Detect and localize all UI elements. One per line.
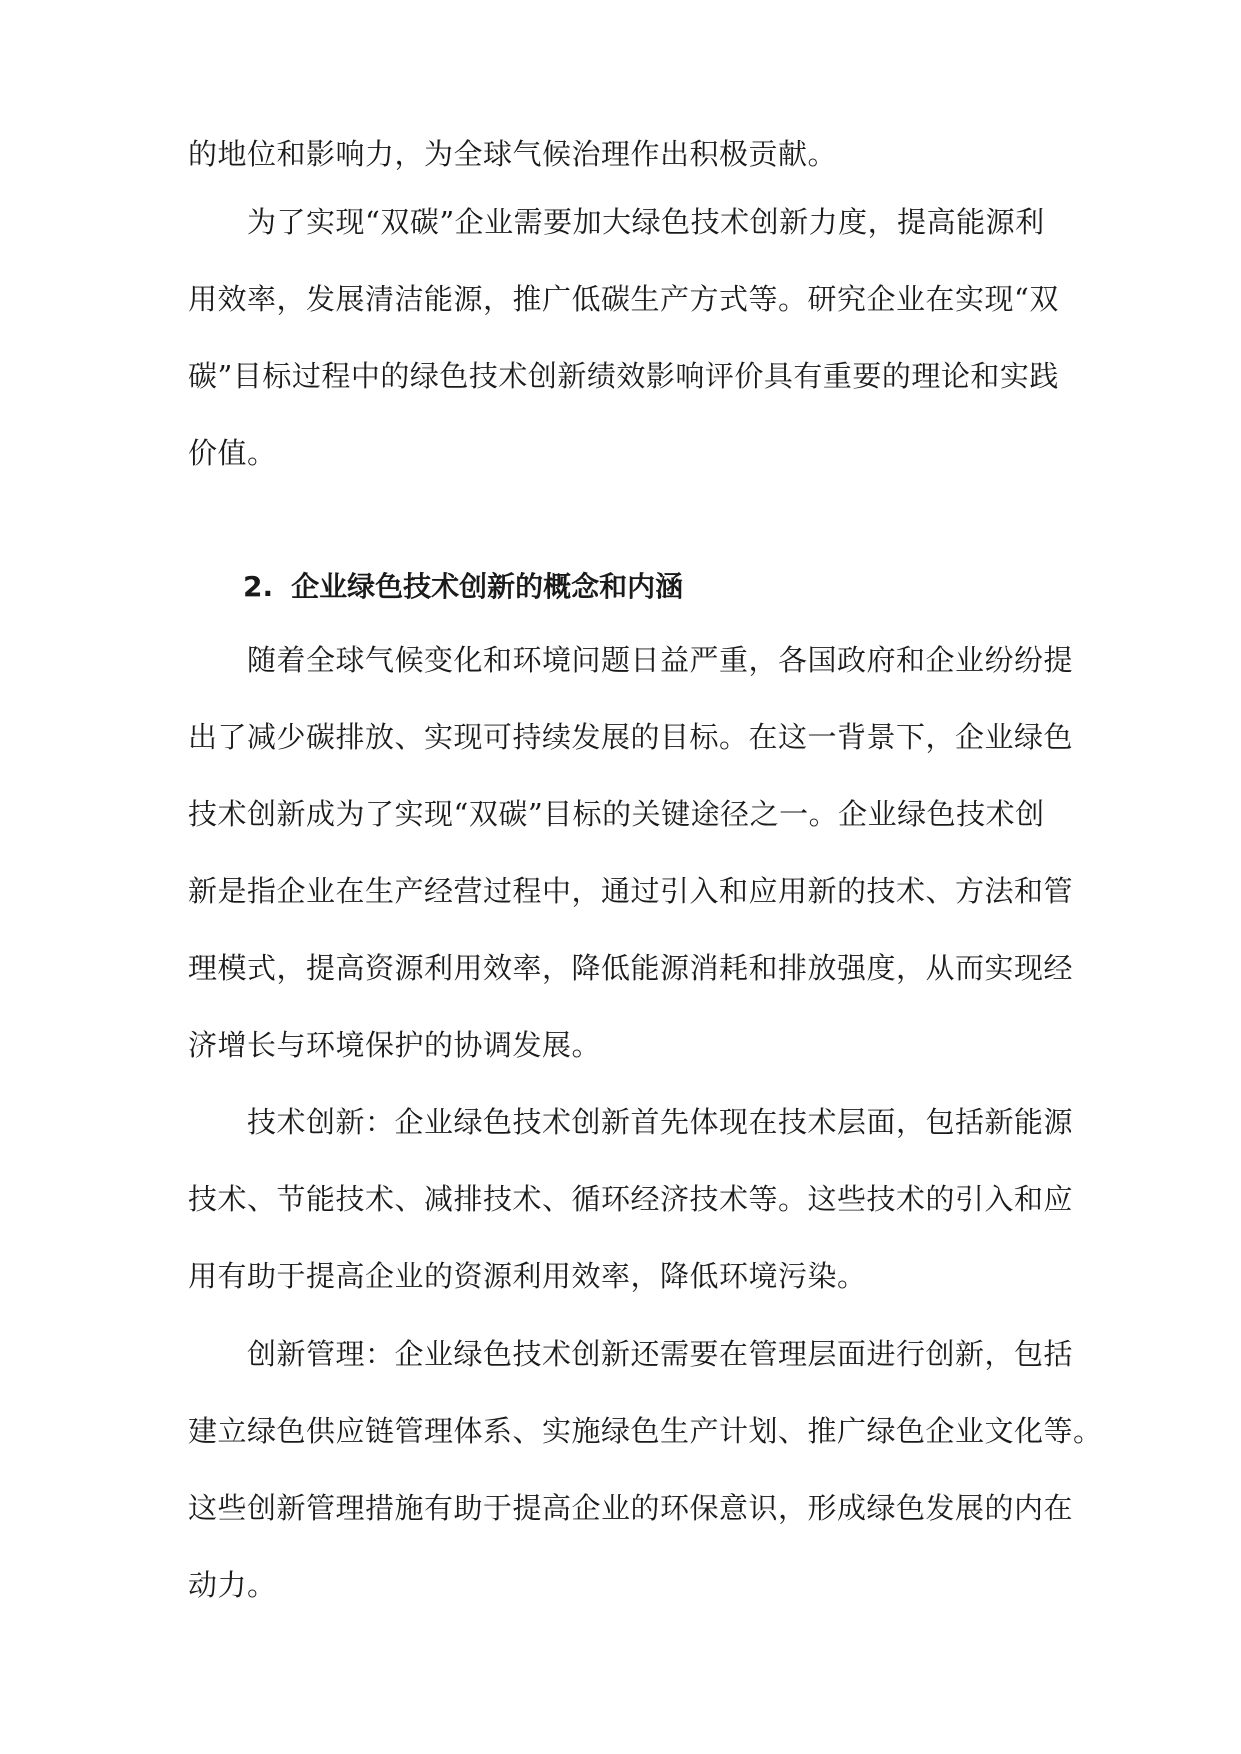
paragraph-innovation-management (188, 1316, 1103, 1624)
paragraph-line: 的地位和影响力，为全球气候治理作出积极贡献。 (188, 137, 838, 171)
paragraph-technical-innovation (188, 1084, 1074, 1315)
paragraph-definition (188, 622, 1074, 1084)
section-heading (243, 548, 683, 625)
paragraph-line: 碳”目标过程中的绿色技术创新绩效影响评价具有重要的理论和实践 (188, 359, 1059, 393)
paragraph-line: 技术创新：企业绿色技术创新首先体现在技术层面，包括新能源 (188, 1105, 1074, 1139)
paragraph-continuation (188, 116, 1060, 193)
section-number: 2. (243, 570, 274, 603)
paragraph-line: 为了实现“双碳”企业需要加大绿色技术创新力度，提高能源利 (188, 205, 1045, 239)
paragraph-line: 创新管理：企业绿色技术创新还需要在管理层面进行创新，包括 (188, 1337, 1074, 1371)
paragraph-line: 技术创新成为了实现“双碳”目标的关键途径之一。企业绿色技术创 (188, 797, 1045, 831)
paragraph-line: 动力。 (188, 1568, 277, 1602)
paragraph-line: 技术、节能技术、减排技术、循环经济技术等。这些技术的引入和应 (188, 1182, 1074, 1216)
paragraph-line: 出了减少碳排放、实现可持续发展的目标。在这一背景下，企业绿色 (188, 720, 1074, 754)
section-title: 企业绿色技术创新的概念和内涵 (291, 570, 684, 603)
paragraph-line: 济增长与环境保护的协调发展。 (188, 1028, 602, 1062)
paragraph-line: 新是指企业在生产经营过程中，通过引入和应用新的技术、方法和管 (188, 874, 1074, 908)
paragraph-line: 建立绿色供应链管理体系、实施绿色生产计划、推广绿色企业文化等。 (188, 1414, 1103, 1448)
paragraph-line: 随着全球气候变化和环境问题日益严重，各国政府和企业纷纷提 (188, 643, 1074, 677)
paragraph-dual-carbon (188, 184, 1060, 492)
paragraph-line: 用效率，发展清洁能源，推广低碳生产方式等。研究企业在实现“双 (188, 282, 1059, 316)
paragraph-line: 理模式，提高资源利用效率，降低能源消耗和排放强度，从而实现经 (188, 951, 1074, 985)
paragraph-line: 用有助于提高企业的资源利用效率，降低环境污染。 (188, 1259, 867, 1293)
paragraph-line: 价值。 (188, 436, 277, 470)
paragraph-line: 这些创新管理措施有助于提高企业的环保意识，形成绿色发展的内在 (188, 1491, 1074, 1525)
